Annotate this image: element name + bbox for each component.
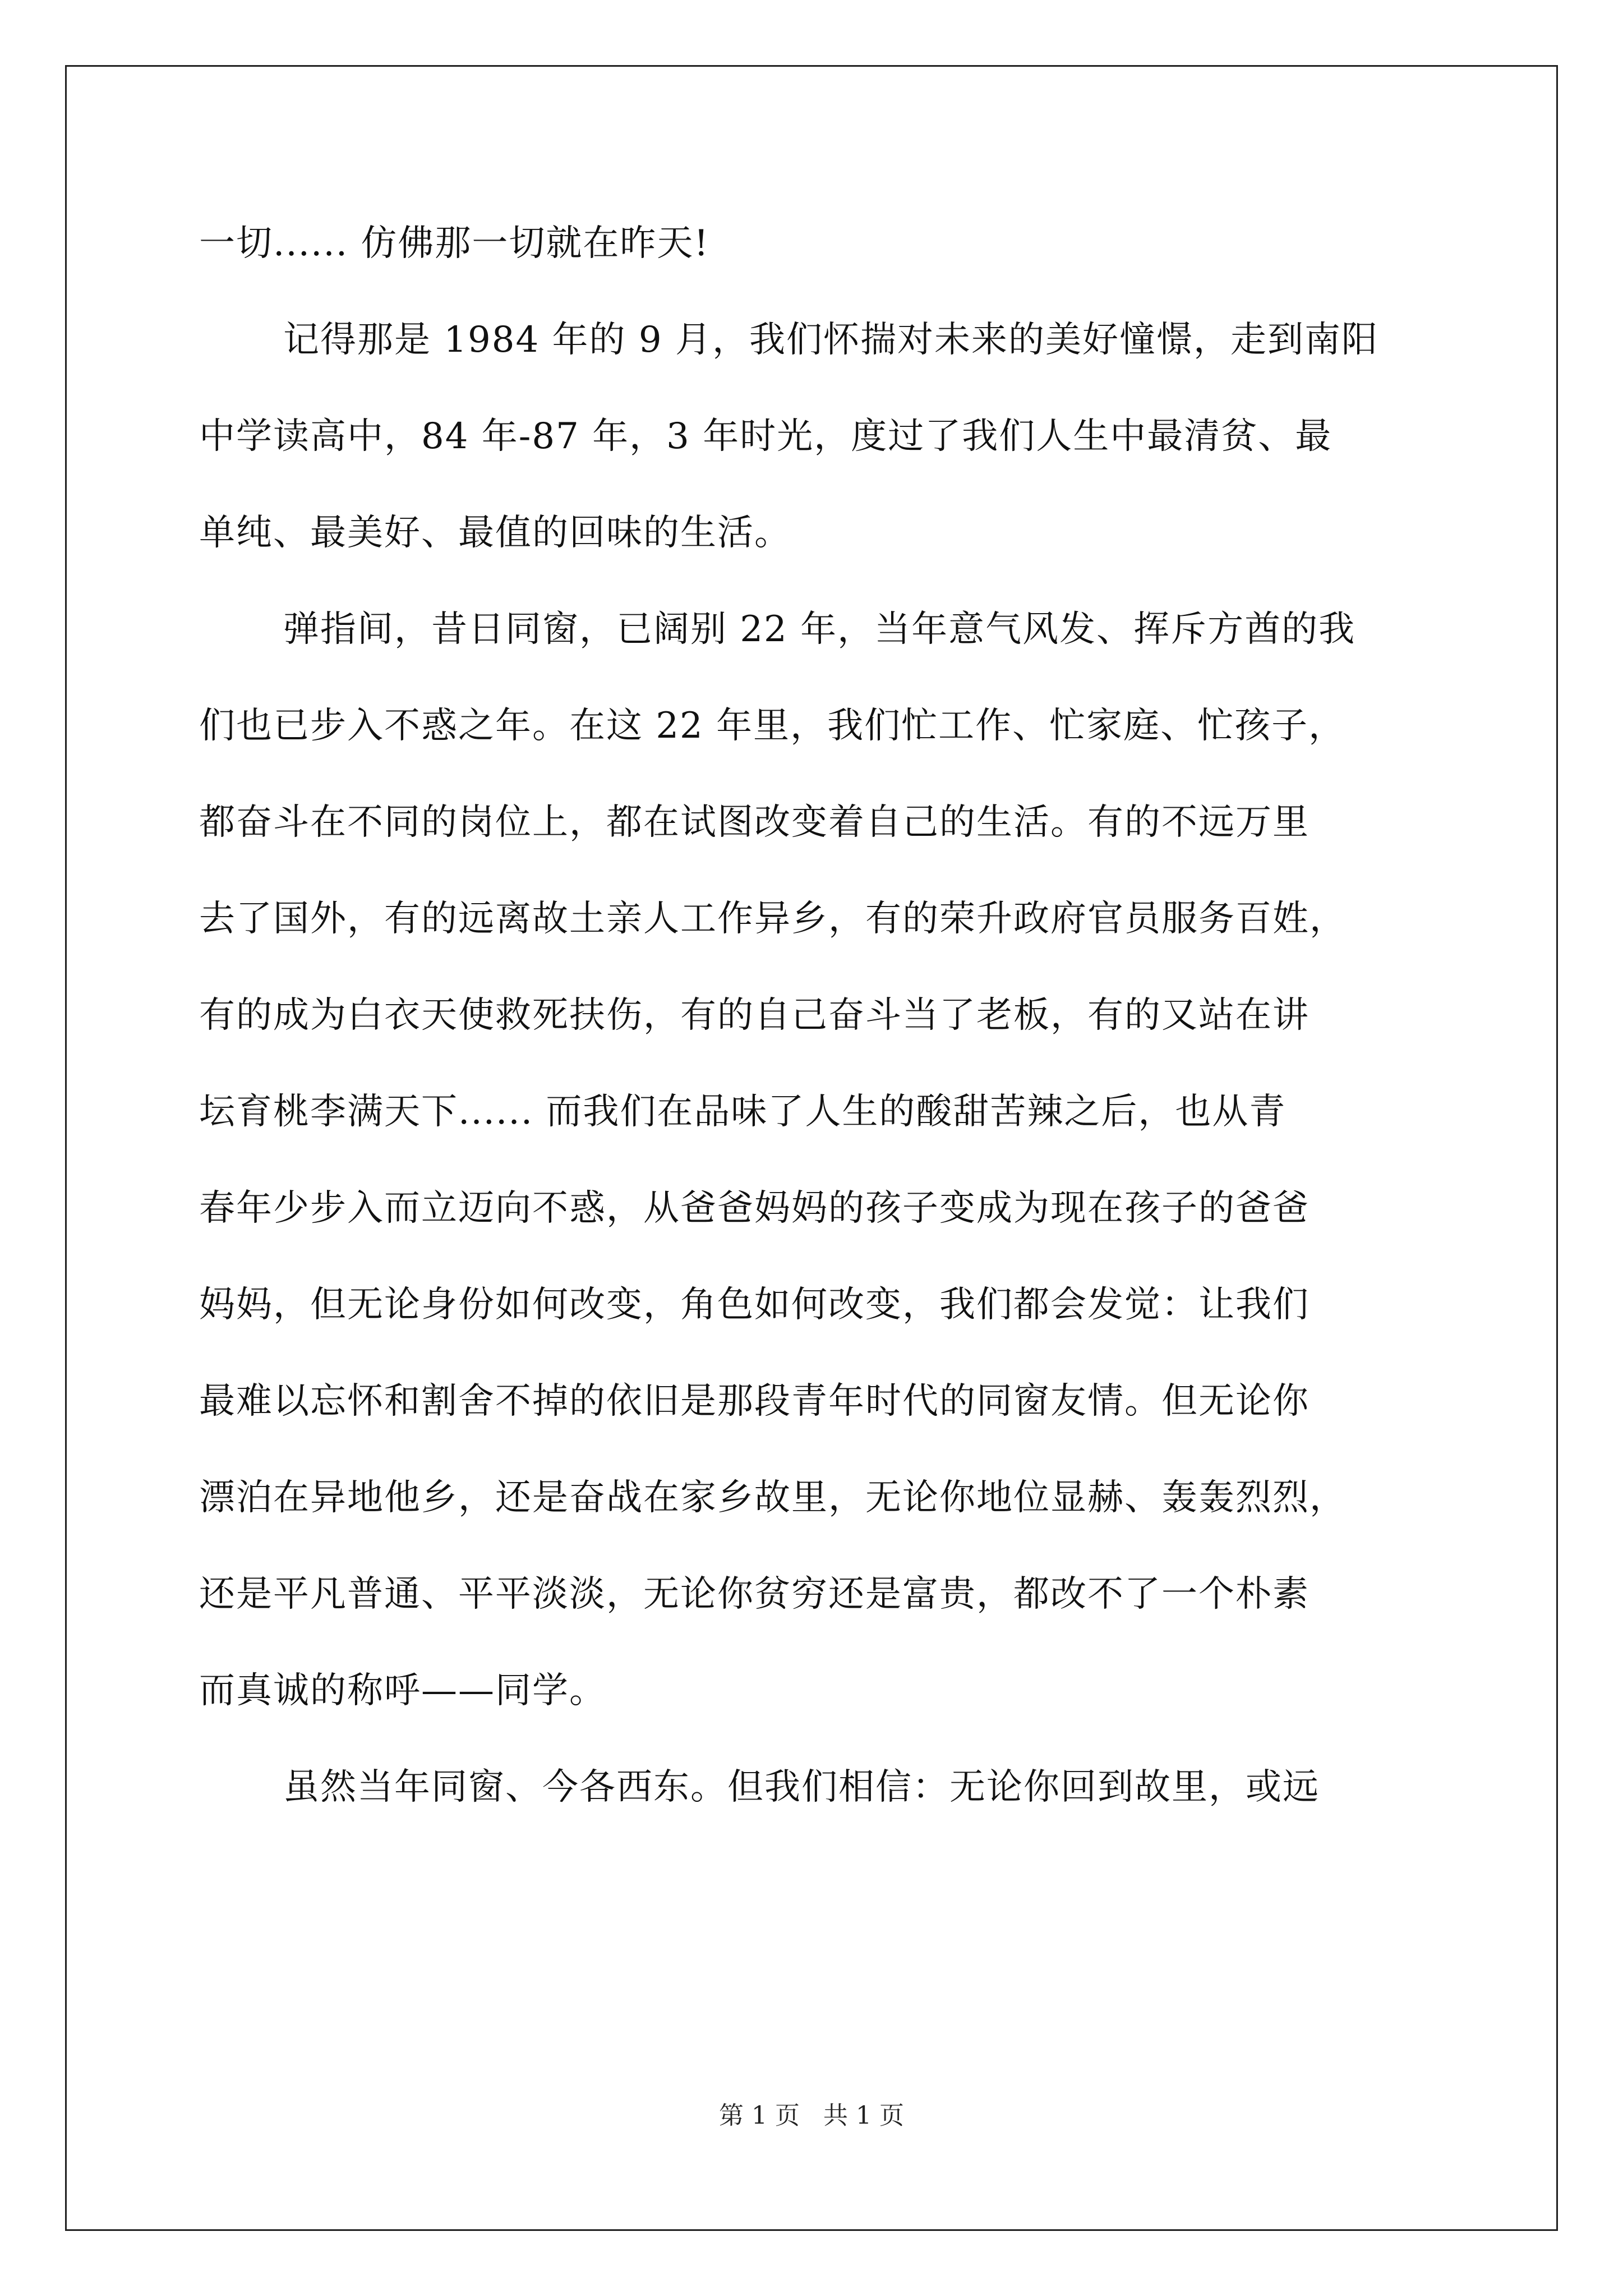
text-line: 而真诚的称呼——同学。 — [199, 1670, 606, 1711]
page-footer: 第 1 页 共 1 页 — [719, 2101, 904, 2130]
text-line: 还是平凡普通、平平淡淡，无论你贫穷还是富贵，都改不了一个朴素 — [199, 1573, 1310, 1615]
text-line: 虽然当年同窗、今各西东。但我们相信：无论你回到故里，或远 — [283, 1766, 1320, 1808]
text-line: 一切...... 仿佛那一切就在昨天! — [199, 223, 710, 264]
text-line: 中学读高中，84 年-87 年，3 年时光，度过了我们人生中最清贫、最 — [199, 416, 1332, 457]
document-body — [199, 195, 1427, 1835]
text-line: 记得那是 1984 年的 9 月，我们怀揣对未来的美好憧憬，走到南阳 — [283, 319, 1378, 361]
text-line: 单纯、最美好、最值的回味的生活。 — [199, 512, 791, 554]
text-line: 妈妈，但无论身份如何改变，角色如何改变，我们都会发觉：让我们 — [199, 1284, 1310, 1326]
text-line: 弹指间，昔日同窗，已阔别 22 年，当年意气风发、挥斥方酋的我 — [283, 609, 1356, 650]
text-line: 有的成为白衣天使救死扶伤，有的自己奋斗当了老板，有的又站在讲 — [199, 995, 1310, 1036]
text-line: 坛育桃李满天下...... 而我们在品味了人生的酸甜苦辣之后，也从青 — [199, 1091, 1287, 1133]
text-line: 都奋斗在不同的岗位上，都在试图改变着自己的生活。有的不远万里 — [199, 802, 1310, 843]
text-line: 们也已步入不惑之年。在这 22 年里，我们忙工作、忙家庭、忙孩子， — [199, 705, 1346, 747]
text-line: 漂泊在异地他乡，还是奋战在家乡故里，无论你地位显赫、轰轰烈烈， — [199, 1477, 1347, 1519]
text-line: 春年少步入而立迈向不惑，从爸爸妈妈的孩子变成为现在孩子的爸爸 — [199, 1188, 1310, 1229]
text-line: 最难以忘怀和割舍不掉的依旧是那段青年时代的同窗友情。但无论你 — [199, 1381, 1310, 1422]
text-line: 去了国外，有的远离故土亲人工作异乡，有的荣升政府官员服务百姓， — [199, 898, 1347, 940]
